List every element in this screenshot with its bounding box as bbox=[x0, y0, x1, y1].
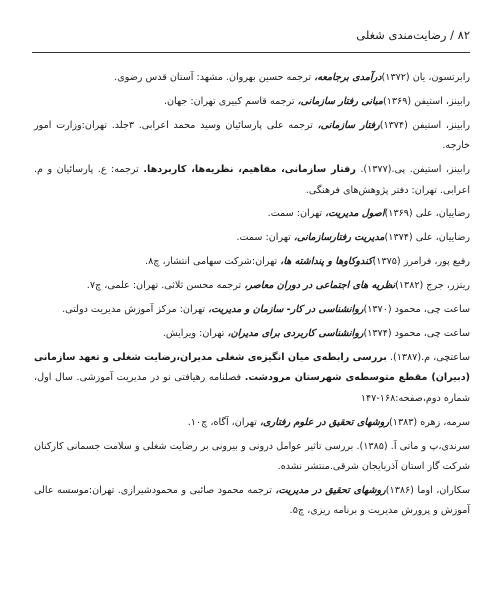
reference-title: نظریه های اجتماعی در دوران معاصر، bbox=[244, 280, 396, 292]
reference-title: بررسی رابطه‌ی میان انگیزه‌ی شغلی مدیران،رضایت شغلی و تعهد سازمانی (دبیران) مقطع متوسطه‌ی شهرستان مرودشت. bbox=[34, 351, 470, 384]
reference-publication: ترجمه: ع. پارسائیان و م. اعرابی. تهران: دفتر پژوهش‌های فرهنگی. bbox=[34, 164, 470, 196]
header-divider bbox=[32, 52, 470, 53]
reference-publication: ترجمه محسن ثلاثی. تهران: علمی، چ۷. bbox=[86, 280, 245, 292]
reference-title: درآمدی برجامعه، bbox=[314, 72, 382, 83]
reference-title: روانشناسی کاربردی برای مدیران، bbox=[227, 327, 364, 339]
running-header: ۸۲ / رضایت‌مندی شغلی bbox=[356, 28, 470, 42]
reference-list bbox=[34, 68, 470, 525]
reference-publication: تهران: سمت. bbox=[236, 232, 294, 244]
reference-author-year: رابینز، استیفن (۱۳۷۴) bbox=[379, 119, 471, 131]
reference-author-year: سرندی،پ و ماتی آ. (۱۳۸۵). بررسی تاثیر عوامل درونی و بیرونی بر رضایت شغلی و سلامت جسمانی کارکنان شرکت گاز استان آذربایجان شرقی.منتشر نشده. bbox=[34, 440, 470, 472]
reference-entry bbox=[34, 437, 470, 478]
reference-entry bbox=[34, 481, 470, 522]
reference-author-year: سرمه، زهره (۱۳۸۳) bbox=[389, 416, 470, 428]
reference-publication: تهران: ویرایش. bbox=[162, 327, 228, 339]
reference-entry bbox=[34, 116, 470, 157]
reference-title: رفتار سازمانی، bbox=[317, 119, 380, 131]
reference-entry bbox=[34, 68, 470, 88]
reference-publication: فصلنامه رهیافتی نو در مدیریت آموزشی. سال اول، شماره دوم،صفحه:۱۶۸-۱۴۷ bbox=[34, 372, 470, 404]
reference-publication: تهران: مرکز آموزش مدیریت دولتی. bbox=[62, 304, 209, 316]
reference-publication: ترجمه محمود صائبی و محمودشیرازی. تهران:موسسه عالی آموزش و پرورش مدیریت و برنامه ریزی، چ۵. bbox=[34, 484, 470, 517]
reference-publication: تهران:شرکت سهامی انتشار، چ۸. bbox=[145, 256, 281, 268]
reference-entry bbox=[34, 413, 470, 433]
reference-author-year: رابینز، استیفن. پی.(۱۳۷۷). bbox=[355, 164, 471, 176]
reference-title: روانشناسی در کار- سازمان و مدیریت، bbox=[208, 304, 364, 316]
reference-title: روشهای تحقیق در مدیریت، bbox=[275, 484, 386, 496]
reference-entry bbox=[34, 228, 470, 248]
reference-entry bbox=[34, 300, 470, 320]
reference-title: رفتار سازمانی، مفاهیم، نظریه‌ها، کاربردها. bbox=[143, 164, 356, 176]
reference-author-year: رضاییان، علی (۱۳۷۴) bbox=[384, 232, 470, 244]
reference-publication: تهران، آگاه، چ۱۰. bbox=[187, 416, 260, 428]
reference-title: مبانی رفتار سازمانی، bbox=[297, 95, 383, 107]
reference-entry bbox=[34, 204, 470, 224]
reference-title: روشهای تحقیق در علوم رفتاری، bbox=[259, 416, 390, 428]
reference-author-year: ساعتچی، م.(۱۳۸۷). bbox=[386, 351, 470, 363]
reference-entry bbox=[34, 348, 470, 409]
reference-publication: ترجمه علی پارسائیان وسید محمد اعرابی. ۳جلد. تهران:وزارت امور خارجه. bbox=[34, 119, 470, 152]
reference-publication: تهران: سمت. bbox=[267, 208, 326, 220]
reference-title: اصول مدیریت، bbox=[325, 208, 385, 220]
reference-author-year: سکاران، اوما (۱۳۸۶) bbox=[385, 484, 470, 496]
reference-author-year: رضاییان، علی (۱۳۶۹) bbox=[384, 208, 470, 220]
reference-entry bbox=[34, 276, 470, 296]
reference-entry bbox=[34, 160, 470, 201]
reference-entry bbox=[34, 324, 470, 344]
reference-author-year: رابینز، استیفن (۱۳۶۹) bbox=[382, 95, 470, 107]
reference-entry bbox=[34, 92, 470, 112]
reference-author-year: ساعت چی، محمود (۱۳۷۰) bbox=[363, 304, 470, 316]
reference-author-year: ریتزر، جرج (۱۳۸۲) bbox=[395, 280, 470, 292]
reference-author-year: رفیع پور، فرامرز (۱۳۷۵) bbox=[372, 256, 470, 268]
reference-publication: ترجمه قاسم کبیری تهران: جهان. bbox=[163, 95, 298, 107]
reference-entry bbox=[34, 252, 470, 272]
reference-publication: ترجمه حسین بهروان. مشهد: آستان قدس رضوی. bbox=[114, 72, 315, 83]
reference-title: مدیریت رفتارسازمانی، bbox=[293, 232, 385, 244]
reference-author-year: رابرتسون، یان (۱۳۷۲) bbox=[381, 72, 470, 83]
reference-title: کندوکاوها و پنداشته ها، bbox=[280, 256, 373, 268]
reference-author-year: ساعت چی، محمود (۱۳۷۴) bbox=[363, 327, 470, 339]
